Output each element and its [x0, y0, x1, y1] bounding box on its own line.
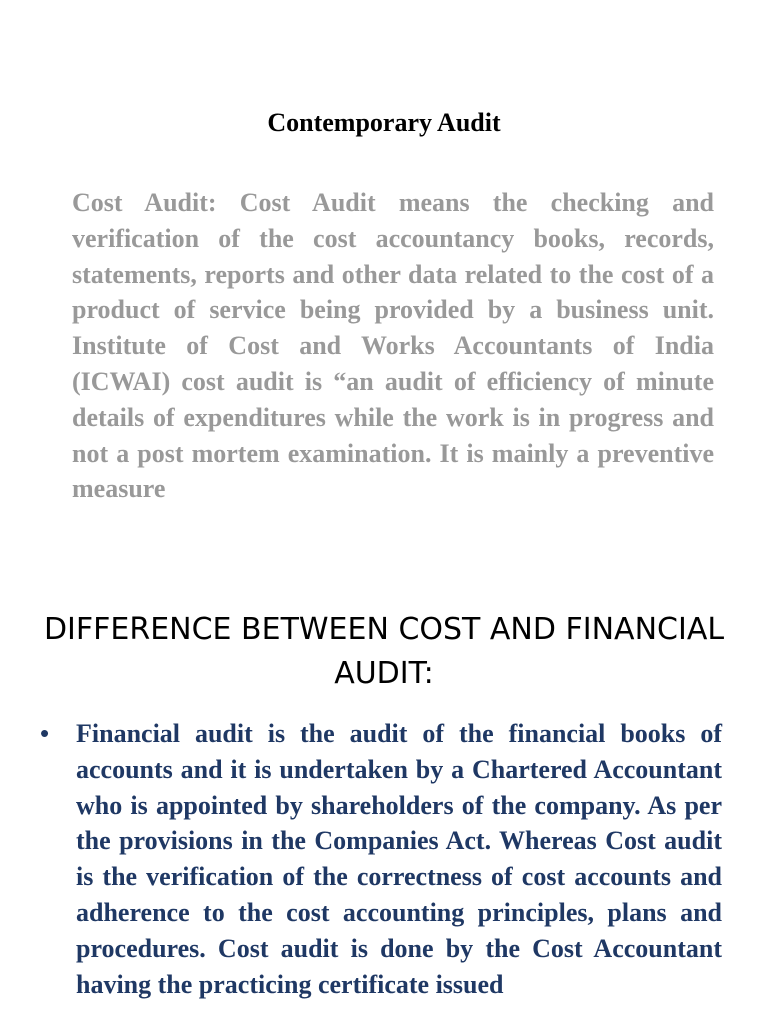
cost-audit-definition: Cost Audit: Cost Audit means the checking and verification of the cost accountancy books, records, statements, reports and other data related to the cost of a product of service being provided by a business unit. Institute of Cost and Works Accountants of India (ICWAI) cost audit is “an audit of efficiency of minute details of expenditures while the work is in progress and not a post mortem examination. It is mainly a preventive measure — [72, 188, 714, 504]
list-item — [40, 716, 722, 1002]
bullet-list — [40, 716, 722, 1002]
page-title: Contemporary Audit — [267, 108, 501, 137]
bullet-text: Financial audit is the audit of the financial books of accounts and it is undertaken by a Chartered Accountant who is appointed by shareholders of the company. As per the provisions in the Companies Act. Whereas Cost audit is the verification of the correctness of cost accounts and adherence to the cost accounting principles, plans and procedures. Cost audit is done by the Cost Accountant having the practicing certificate issued — [76, 719, 722, 999]
bullet-icon: • — [40, 718, 50, 748]
section-heading: DIFFERENCE BETWEEN COST AND FINANCIAL AUDIT: — [43, 612, 725, 691]
